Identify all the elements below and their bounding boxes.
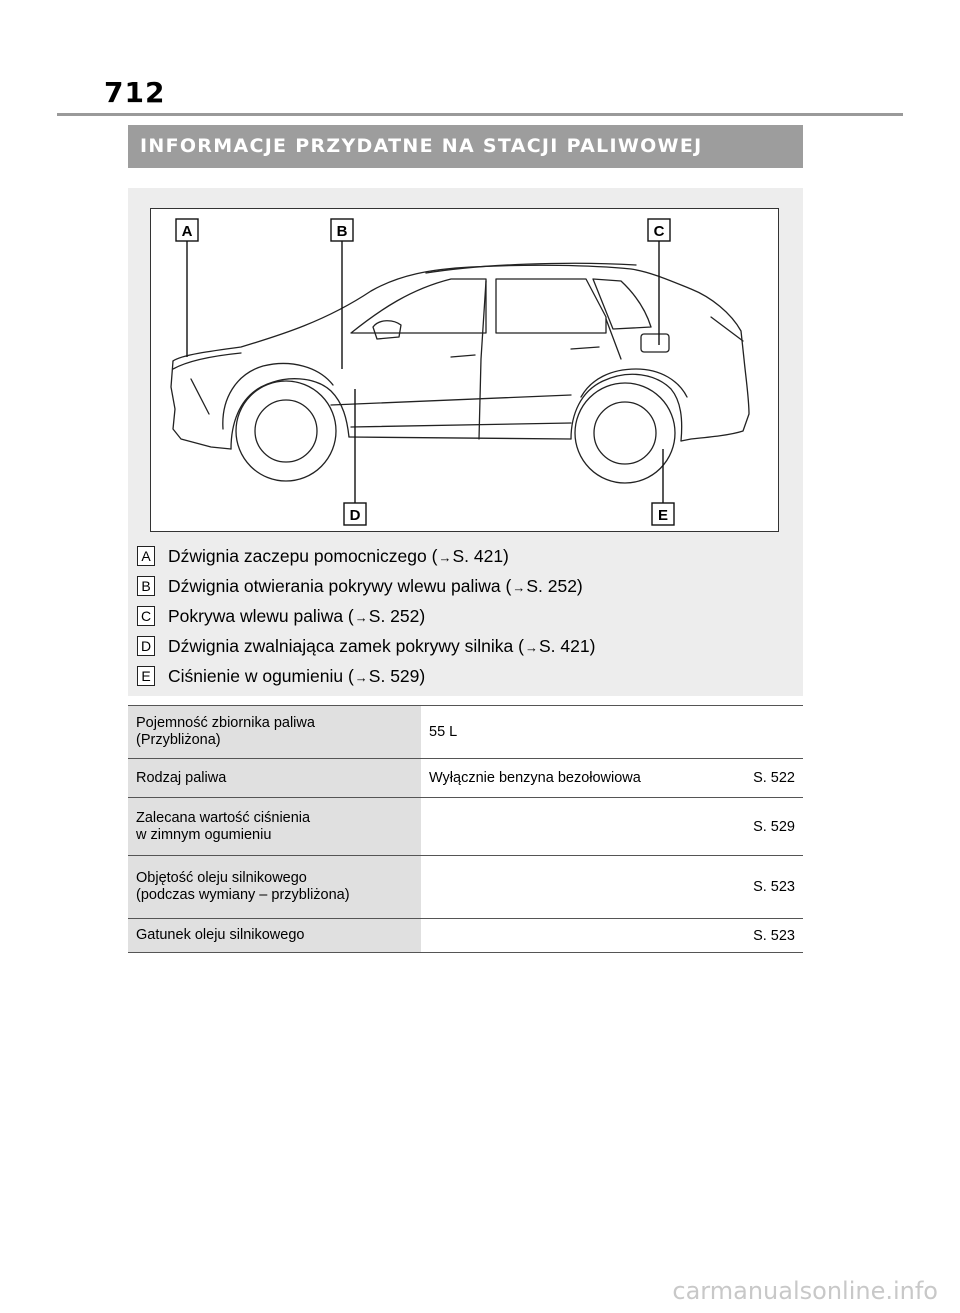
legend-ref: S. 529) [368,665,426,686]
legend-item [137,631,787,661]
callout-label: B [336,223,348,240]
legend-badge: E [137,666,155,686]
row-label: Pojemność zbiornika paliwa (Przybliżona) [128,706,421,759]
car-side-illustration [151,209,780,533]
legend-badge: B [137,576,155,596]
row-value [421,856,803,919]
callout-b [331,219,353,241]
table-row [128,856,803,919]
table-row [128,919,803,953]
legend-item [137,571,787,601]
header-rule [57,113,903,116]
page-number: 712 [104,76,166,109]
arrow-right-icon: → [354,609,368,625]
legend-ref: S. 421) [538,635,596,656]
legend-item [137,541,787,571]
callout-a [176,219,198,241]
table-row [128,706,803,759]
legend-list [137,541,787,691]
legend-text: Pokrywa wlewu paliwa ( [168,605,354,626]
arrow-right-icon: → [354,669,368,685]
callout-label: A [181,223,193,240]
callout-label: C [653,223,665,240]
page-ref: S. 523 [753,927,795,944]
page-ref: S. 522 [753,770,795,786]
legend-item [137,661,787,691]
legend-badge: D [137,636,155,656]
legend-badge: A [137,546,155,566]
row-value [421,759,803,798]
legend-badge: C [137,606,155,626]
callout-e [652,503,674,525]
arrow-right-icon: → [438,549,452,565]
legend-text: Ciśnienie w ogumieniu ( [168,665,354,686]
legend-text: Dźwignia otwierania pokrywy wlewu paliwa ( [168,575,512,596]
callout-label: D [349,507,361,524]
value-text: Wyłącznie benzyna bezołowiowa [429,770,641,786]
arrow-right-icon: → [524,639,538,655]
callout-d [344,503,366,525]
row-value [421,706,803,759]
legend-ref: S. 421) [452,545,509,566]
table-row [128,759,803,798]
fuel-spec-table [128,705,803,953]
row-label: Zalecana wartość ciśnienia w zimnym ogumieniu [128,798,421,856]
callout-label: E [657,507,669,524]
value-text: 55 L [429,724,458,740]
legend-ref: S. 252) [526,575,583,596]
page-ref: S. 523 [753,879,795,895]
row-label: Objętość oleju silnikowego (podczas wymiany – przybliżona) [128,856,421,919]
callout-c [648,219,670,241]
legend-text: Dźwignia zaczepu pomocniczego ( [168,545,438,566]
vehicle-diagram [150,208,779,532]
row-label: Gatunek oleju silnikowego [128,919,421,953]
legend-text: Dźwignia zwalniająca zamek pokrywy silnika ( [168,635,524,656]
site-watermark: carmanualsonline.info [672,1277,938,1305]
page-ref: S. 529 [753,818,795,835]
row-value [421,919,803,953]
row-label: Rodzaj paliwa [128,759,421,798]
arrow-right-icon: → [512,579,526,595]
table-row [128,798,803,856]
section-title: INFORMACJE PRZYDATNE NA STACJI PALIWOWEJ [128,125,803,168]
legend-item [137,601,787,631]
legend-ref: S. 252) [368,605,426,626]
row-value [421,798,803,856]
